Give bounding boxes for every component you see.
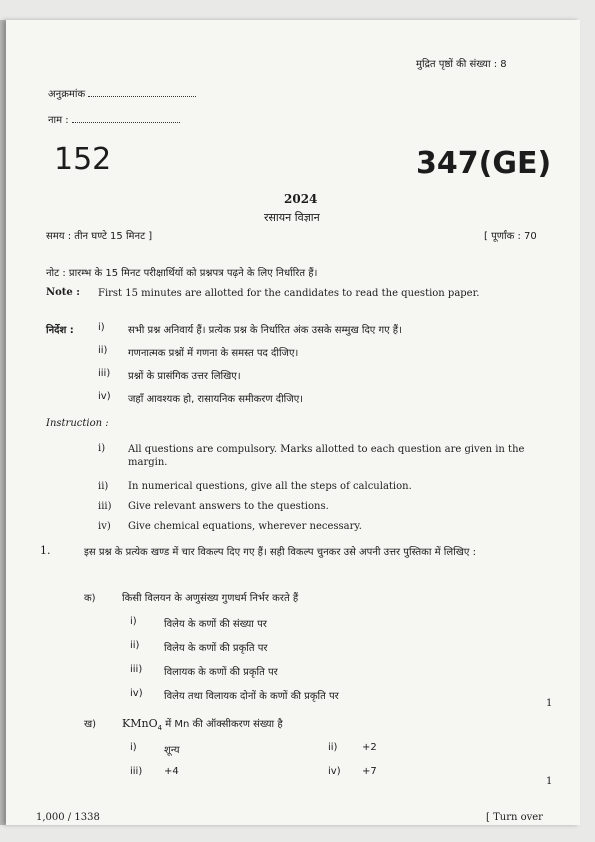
- exam-year: 2024: [284, 192, 318, 206]
- option-number: ii): [130, 640, 140, 651]
- nirdesh-label: निर्देश :: [46, 325, 74, 336]
- option-number: ii): [328, 742, 338, 753]
- max-marks: [ पूर्णांक : 70: [484, 231, 537, 242]
- part-ka-question: किसी विलयन के अणुसंख्य गुणधर्म निर्भर करते हैं: [122, 593, 299, 604]
- option-text: +2: [362, 742, 377, 753]
- part-kha-marks: 1: [546, 776, 553, 787]
- list-item: Give relevant answers to the questions.: [128, 501, 329, 512]
- name-blank[interactable]: [72, 121, 180, 123]
- question-paper: [6, 20, 580, 825]
- option-text: शून्य: [164, 745, 180, 756]
- list-item: iii): [98, 501, 112, 512]
- list-item: i): [98, 443, 106, 454]
- list-item: i): [98, 322, 105, 333]
- instruction-label: Instruction :: [46, 418, 109, 429]
- option-number: i): [130, 742, 137, 753]
- question-1-number: 1.: [40, 544, 51, 557]
- part-kha-question: KMnO$_4$ में Mn की ऑक्सीकरण संख्या है: [122, 717, 283, 732]
- option-text: विलेय के कणों की संख्या पर: [164, 619, 267, 630]
- option-number: iv): [328, 766, 341, 777]
- option-text: +7: [362, 766, 377, 777]
- list-item: All questions are compulsory. Marks allotted to each question are given in the margin.: [128, 444, 525, 468]
- part-kha-label: ख): [84, 719, 97, 730]
- list-item: Give chemical equations, wherever necessary.: [128, 521, 362, 532]
- turn-over: [ Turn over: [486, 812, 543, 823]
- option-number: iv): [130, 688, 143, 699]
- roll-number-label: अनुक्रमांक: [48, 86, 196, 100]
- printed-pages-count: मुद्रित पृष्ठों की संख्या : 8: [416, 59, 507, 70]
- subject-title: रसायन विज्ञान: [264, 211, 320, 224]
- part-ka-marks: 1: [546, 698, 553, 709]
- list-item: प्रश्नों के प्रासंगिक उत्तर लिखिए।: [128, 371, 241, 382]
- list-item: iv): [98, 391, 111, 402]
- paper-number: 152: [54, 142, 112, 177]
- footer-code: 1,000 / 1338: [36, 812, 100, 823]
- note-label: Note :: [46, 287, 80, 298]
- option-number: iii): [130, 766, 143, 777]
- option-text: विलेय के कणों की प्रकृति पर: [164, 643, 268, 654]
- list-item: iv): [98, 521, 111, 532]
- option-number: iii): [130, 664, 143, 675]
- option-text: विलायक के कणों की प्रकृति पर: [164, 667, 278, 678]
- name-label: नाम :: [48, 112, 180, 126]
- note-text: First 15 minutes are allotted for the candidates to read the question paper.: [98, 288, 480, 299]
- list-item: iii): [98, 368, 111, 379]
- list-item: ii): [98, 345, 108, 356]
- option-number: i): [130, 616, 137, 627]
- list-item: सभी प्रश्न अनिवार्य हैं। प्रत्येक प्रश्न के निर्धारित अंक उसके सम्मुख दिए गए हैं।: [128, 325, 402, 336]
- part-ka-label: क): [84, 593, 96, 604]
- list-item: In numerical questions, give all the steps of calculation.: [128, 481, 412, 492]
- hindi-note: नोट : प्रारम्भ के 15 मिनट परीक्षार्थियों को प्रश्नपत्र पढ़ने के लिए निर्धारित हैं।: [46, 268, 318, 279]
- list-item: ii): [98, 481, 109, 492]
- paper-code: 347(GE): [416, 146, 552, 181]
- option-text: +4: [164, 766, 179, 777]
- option-text: विलेय तथा विलायक दोनों के कणों की प्रकृति पर: [164, 691, 339, 702]
- list-item: जहाँ आवश्यक हो, रासायनिक समीकरण दीजिए।: [128, 394, 304, 405]
- time-allowed: समय : तीन घण्टे 15 मिनट ]: [46, 231, 153, 242]
- question-1-text: इस प्रश्न के प्रत्येक खण्ड में चार विकल्प दिए गए हैं। सही विकल्प चुनकर उसे अपनी उत्तर पुस्तिका में लिखिए :: [84, 547, 476, 558]
- roll-number-blank[interactable]: [88, 95, 196, 97]
- list-item: गणनात्मक प्रश्नों में गणना के समस्त पद दीजिए।: [128, 348, 299, 359]
